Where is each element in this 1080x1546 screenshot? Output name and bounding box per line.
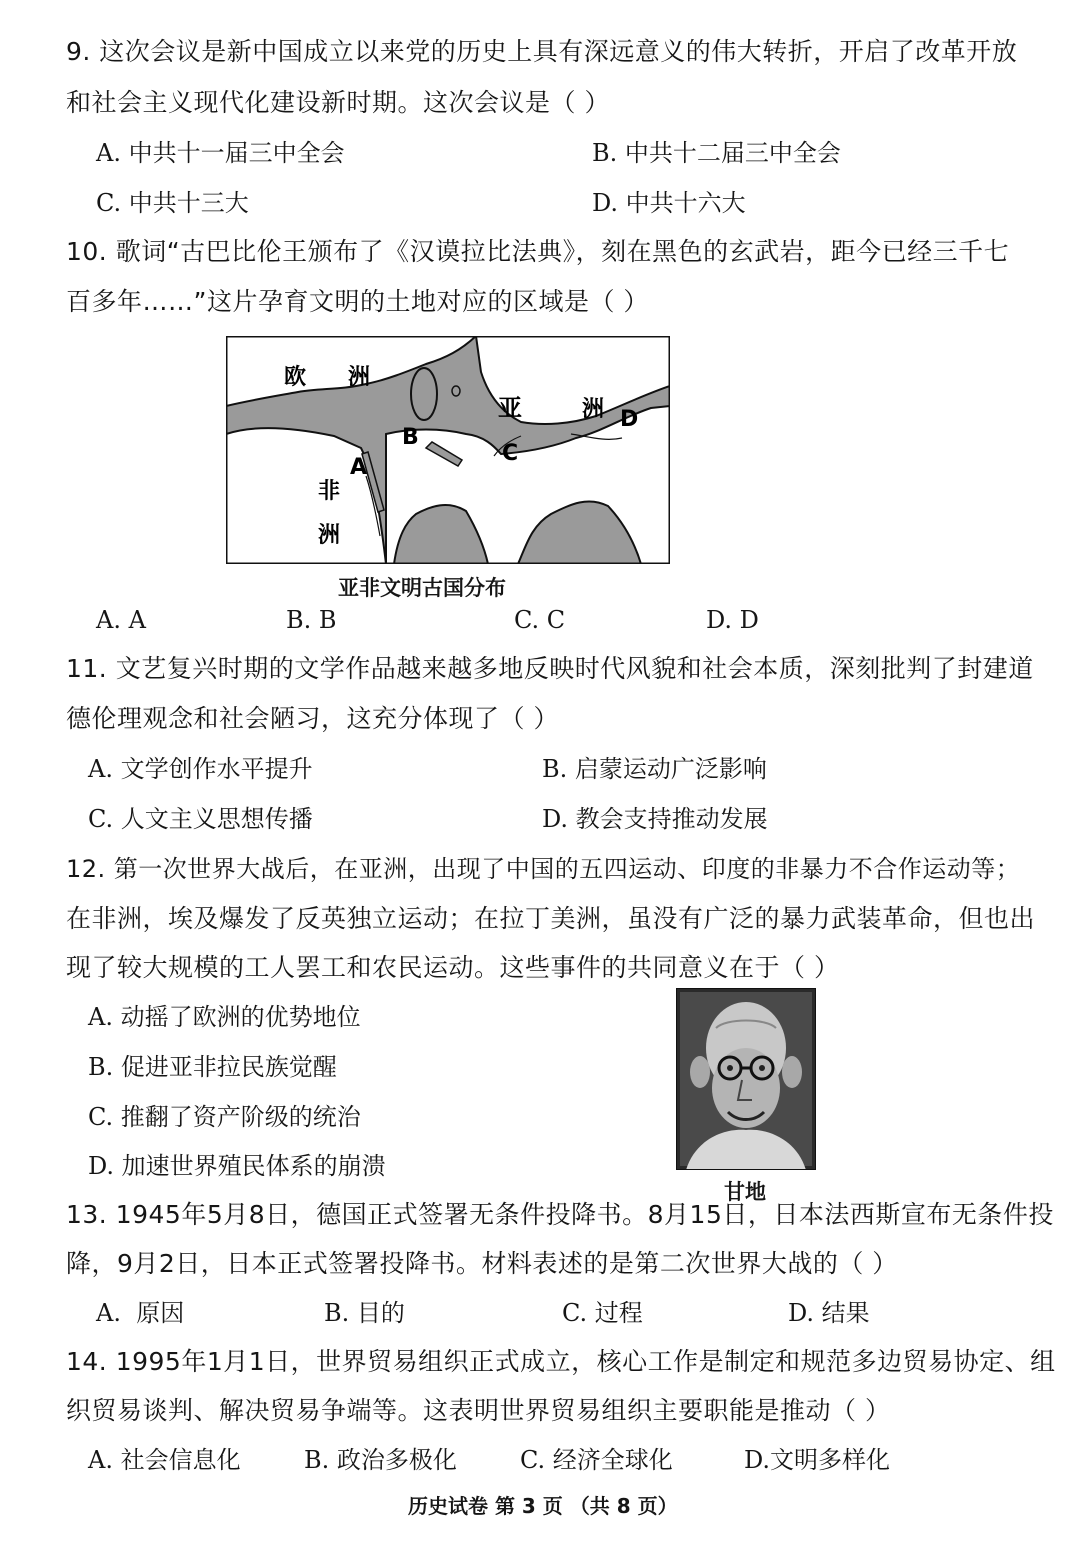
q11-option-b: B. 启蒙运动广泛影响 [542,755,767,783]
q9-option-d: D. 中共十六大 [592,189,746,217]
q14-option-d: D.文明多样化 [744,1446,891,1474]
map-marker-c: C [502,441,519,466]
q14-option-c: C. 经济全球化 [520,1446,673,1474]
q12-option-b: B. 促进亚非拉民族觉醒 [88,1053,337,1081]
q10-option-b: B. B [286,606,337,634]
q13-option-d: D. 结果 [788,1299,870,1327]
q10-option-d: D. D [706,606,759,634]
q9-stem-line2: 和社会主义现代化建设新时期。这次会议是（ ） [66,88,610,117]
q12-option-a: A. 动摇了欧洲的优势地位 [88,1003,361,1031]
q9-option-b: B. 中共十二届三中全会 [592,139,841,167]
q11-option-a: A. 文学创作水平提升 [88,755,313,783]
q13-option-a: A. 原因 [96,1299,185,1327]
q10-stem-line2: 百多年……”这片孕育文明的土地对应的区域是（ ） [66,287,649,316]
q14-stem-line2: 织贸易谈判、解决贸易争端等。这表明世界贸易组织主要职能是推动（ ） [66,1396,891,1425]
q14-stem-line1: 14. 1995年1月1日，世界贸易组织正式成立，核心工作是制定和规范多边贸易协定、组 [66,1347,1056,1376]
map-label-europe-2: 洲 [348,365,371,390]
portrait-caption: 甘地 [724,1180,766,1204]
map-marker-a: A [350,455,368,480]
q13-option-c: C. 过程 [562,1299,643,1327]
q12-option-c: C. 推翻了资产阶级的统治 [88,1103,361,1131]
map-label-europe-1: 欧 [284,365,307,390]
q12-stem-line2: 在非洲，埃及爆发了反英独立运动；在拉丁美洲，虽没有广泛的暴力武装革命，但也出 [66,904,1036,933]
q14-option-b: B. 政治多极化 [304,1446,457,1474]
q9-stem-line1: 9. 这次会议是新中国成立以来党的历史上具有深远意义的伟大转折，开启了改革开放 [66,37,1018,66]
map-caption: 亚非文明古国分布 [338,576,506,600]
q11-option-d: D. 教会支持推动发展 [542,805,768,833]
q12-stem-line1: 12. 第一次世界大战后，在亚洲，出现了中国的五四运动、印度的非暴力不合作运动等； [66,855,1021,883]
q10-stem-line1: 10. 歌词“古巴比伦王颁布了《汉谟拉比法典》，刻在黑色的玄武岩，距今已经三千七 [66,237,1010,266]
map-marker-d: D [620,407,639,432]
q13-stem-line1: 13. 1945年5月8日，德国正式签署无条件投降书。8月15日，日本法西斯宣布无条件投 [66,1200,1054,1229]
q10-option-a: A. A [96,606,146,634]
q10-option-c: C. C [514,606,566,634]
q11-stem-line2: 德伦理观念和社会陋习，这充分体现了（ ） [66,704,559,733]
map-label-africa-2: 洲 [318,523,341,548]
map-label-africa-1: 非 [318,479,341,504]
q11-option-c: C. 人文主义思想传播 [88,805,313,833]
q12-option-d: D. 加速世界殖民体系的崩溃 [88,1152,386,1180]
q11-stem-line1: 11. 文艺复兴时期的文学作品越来越多地反映时代风貌和社会本质，深刻批判了封建道 [66,654,1034,683]
q9-option-a: A. 中共十一届三中全会 [96,139,345,167]
ancient-civilizations-map [226,336,670,564]
page-footer: 历史试卷 第 3 页 （共 8 页） [408,1494,678,1518]
map-label-asia-1: 亚 [498,394,522,422]
q12-stem-line3: 现了较大规模的工人罢工和农民运动。这些事件的共同意义在于（ ） [66,953,840,982]
map-label-asia-2: 洲 [582,397,605,422]
q13-option-b: B. 目的 [324,1299,405,1327]
map-marker-b: B [402,425,419,450]
q9-option-c: C. 中共十三大 [96,189,249,217]
gandhi-portrait [676,988,816,1170]
q13-stem-line2: 降，9月2日，日本正式签署投降书。材料表述的是第二次世界大战的（ ） [66,1249,898,1278]
q14-option-a: A. 社会信息化 [88,1446,241,1474]
